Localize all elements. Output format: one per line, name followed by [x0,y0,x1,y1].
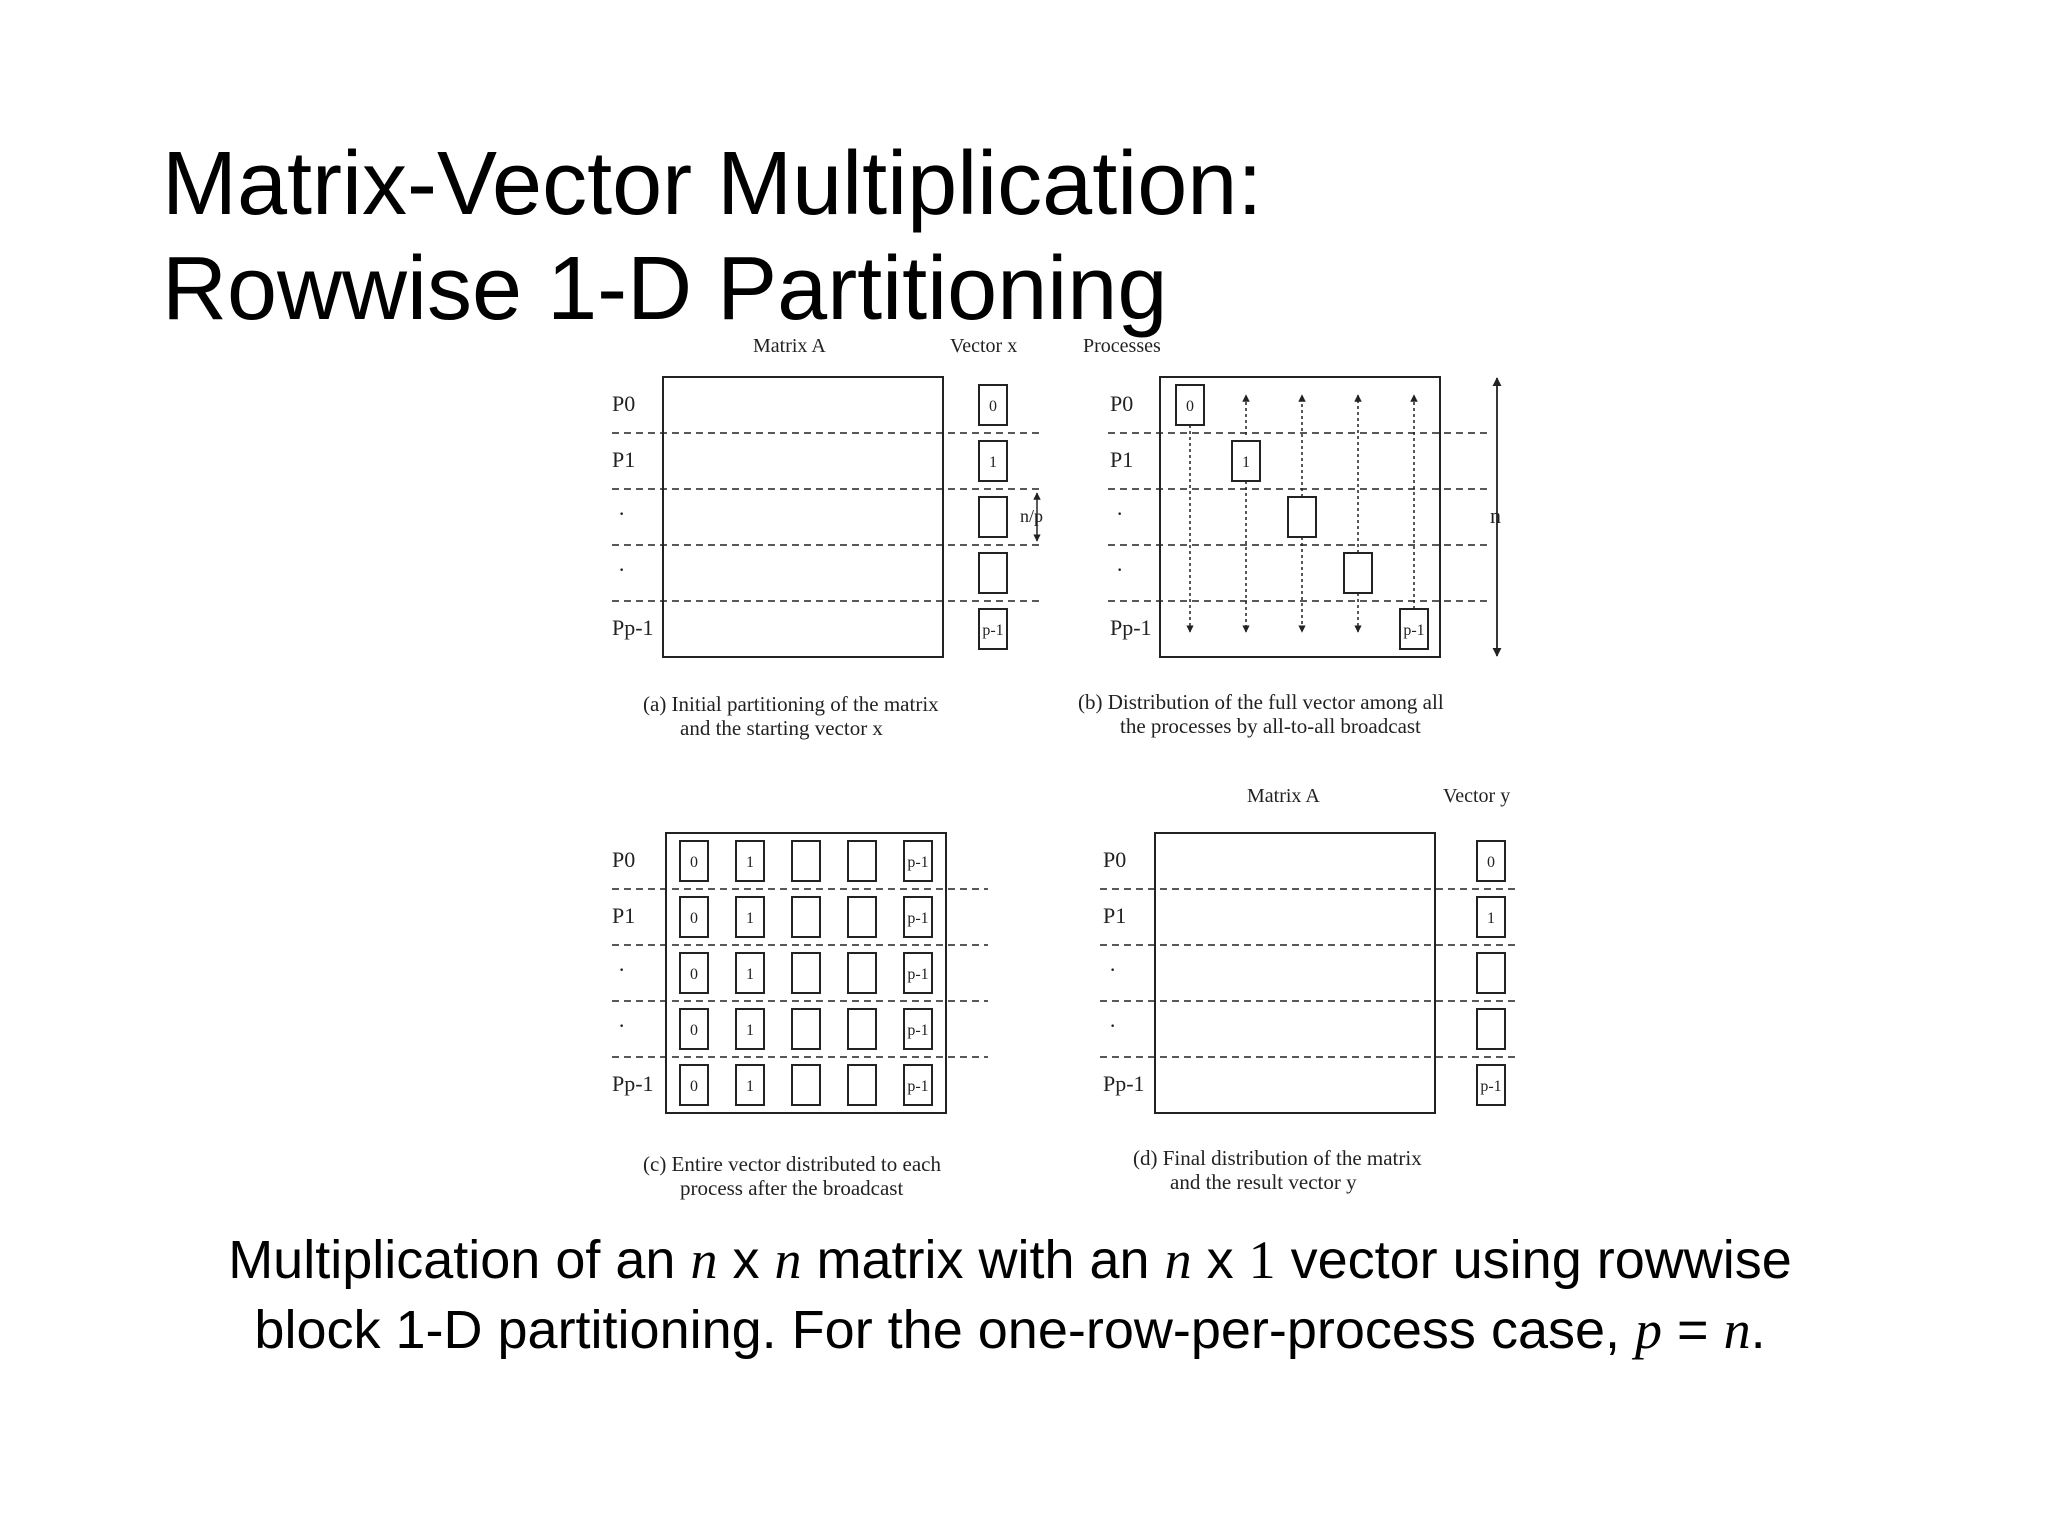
panel-d-caption-line-1: (d) Final distribution of the matrix [1133,1146,1422,1170]
panel-c-vector-cell [792,1065,820,1105]
panel-b-header-processes: Processes [1083,335,1161,357]
panel-c-vector-cell [848,897,876,937]
panel-d-row-label: P1 [1103,903,1127,928]
panel-a-vector-label: p-1 [982,622,1004,639]
panel-b-row-label: P0 [1110,391,1134,416]
caption-var-n: n [690,1230,718,1290]
panel-c-vector-cell [792,953,820,993]
panel-c-row-label: · [618,957,626,982]
panel-a-caption-line-2: and the starting vector x [680,716,883,740]
panel-d-vector-label: p-1 [1480,1078,1502,1095]
panel-b-caption-line-1: (b) Distribution of the full vector among all [1078,690,1444,714]
caption-var-n: n [1164,1230,1192,1290]
panel-b-diagonal-label: 1 [1242,454,1250,471]
caption-text: x [717,1230,775,1290]
panel-a-vector-block [979,497,1007,537]
panel-c-cell-label: 0 [690,1022,698,1039]
panel-b-diagonal-label: 0 [1186,398,1194,415]
panel-c-caption-line-2: process after the broadcast [680,1176,904,1200]
panel-d-row-label: · [1109,957,1117,982]
panel-b-row-label: P1 [1110,447,1134,472]
caption-number-one: 1 [1248,1230,1276,1290]
panel-c-cell-label: 0 [690,854,698,871]
panel-b-diagonal-block [1344,553,1372,593]
caption-text: Multiplication of an [228,1230,691,1290]
panel-a-row-label: · [618,501,626,526]
panel-d-row-label: P0 [1103,847,1127,872]
panel-c-vector-cell [848,953,876,993]
panel-b-row-label: · [1116,501,1124,526]
panel-a-vector-block [979,553,1007,593]
caption-var-n: n [774,1230,802,1290]
panel-c-row-label: · [618,1013,626,1038]
panel-c-row-label: P0 [612,847,636,872]
panel-c-cell-label: p-1 [907,854,929,871]
panel-c [612,833,988,1200]
panel-b-caption-line-2: the processes by all-to-all broadcast [1120,714,1421,738]
panel-d-header-matrix: Matrix A [1247,785,1320,807]
panel-c-cell-label: p-1 [907,910,929,927]
caption-text: vector using rowwise block 1-D partitioning. For the one-row-per-process case, [254,1230,1792,1360]
panel-c-vector-cell [792,1009,820,1049]
caption-text: x [1191,1230,1249,1290]
panel-c-cell-label: 0 [690,910,698,927]
panel-a-block-size-label: n/p [1020,506,1044,526]
panel-b [1078,335,1501,738]
title-line-2: Rowwise 1-D Partitioning [162,239,1168,339]
panel-c-vector-cell [848,1065,876,1105]
panel-a-header-matrix: Matrix A [753,335,826,357]
panel-a-row-label: Pp-1 [612,615,654,640]
panel-c-cell-label: 1 [746,910,754,927]
caption-var-n: n [1723,1300,1751,1360]
panel-c-row-label: P1 [612,903,636,928]
panel-c-cell-label: p-1 [907,1078,929,1095]
panel-c-vector-cell [848,841,876,881]
panel-b-row-label: · [1116,557,1124,582]
panel-d-matrix [1155,833,1435,1113]
title-line-1: Matrix-Vector Multiplication: [162,134,1263,234]
panel-c-cell-label: 0 [690,966,698,983]
panel-c-cell-label: 1 [746,1022,754,1039]
panel-d-vector-block [1477,953,1505,993]
panel-b-diagonal-label: p-1 [1403,622,1425,639]
panel-c-cell-label: p-1 [907,966,929,983]
panel-c-cell-label: 1 [746,854,754,871]
panel-c-cell-label: 1 [746,1078,754,1095]
panel-a-caption-line-1: (a) Initial partitioning of the matrix [643,692,939,716]
panel-c-cell-grid [680,841,932,1105]
caption-var-p: p [1635,1300,1663,1360]
panel-c-vector-cell [792,841,820,881]
panel-b-row-label: Pp-1 [1110,615,1152,640]
panel-b-diagonal-block [1288,497,1316,537]
panel-c-cell-label: p-1 [907,1022,929,1039]
caption-text: . [1750,1300,1766,1360]
panel-d-vector-label: 0 [1487,854,1495,871]
panel-c-vector-cell [848,1009,876,1049]
panel-a-row-label: · [618,557,626,582]
panel-d-header-vector: Vector y [1443,785,1511,807]
panel-a-vector-label: 1 [989,454,997,471]
panel-a [612,335,1043,740]
panel-d-vector-label: 1 [1487,910,1495,927]
caption-text: matrix with an [801,1230,1165,1290]
panel-c-caption-line-1: (c) Entire vector distributed to each [643,1152,941,1176]
panel-d-row-label: Pp-1 [1103,1071,1145,1096]
panel-a-vector-label: 0 [989,398,997,415]
caption-text: = [1662,1300,1724,1360]
panel-a-row-label: P1 [612,447,636,472]
panel-d [1100,785,1518,1194]
panel-c-cell-label: 0 [690,1078,698,1095]
figure-caption [200,1225,1820,1365]
panel-d-row-label: · [1109,1013,1117,1038]
panel-a-header-vector: Vector x [950,335,1018,357]
panel-d-vector-block [1477,1009,1505,1049]
panel-c-row-label: Pp-1 [612,1071,654,1096]
panel-a-row-label: P0 [612,391,636,416]
panel-c-vector-cell [792,897,820,937]
panel-b-n-label: n [1490,503,1501,528]
panel-c-cell-label: 1 [746,966,754,983]
panel-a-matrix [663,377,943,657]
panel-d-caption-line-2: and the result vector y [1170,1170,1357,1194]
